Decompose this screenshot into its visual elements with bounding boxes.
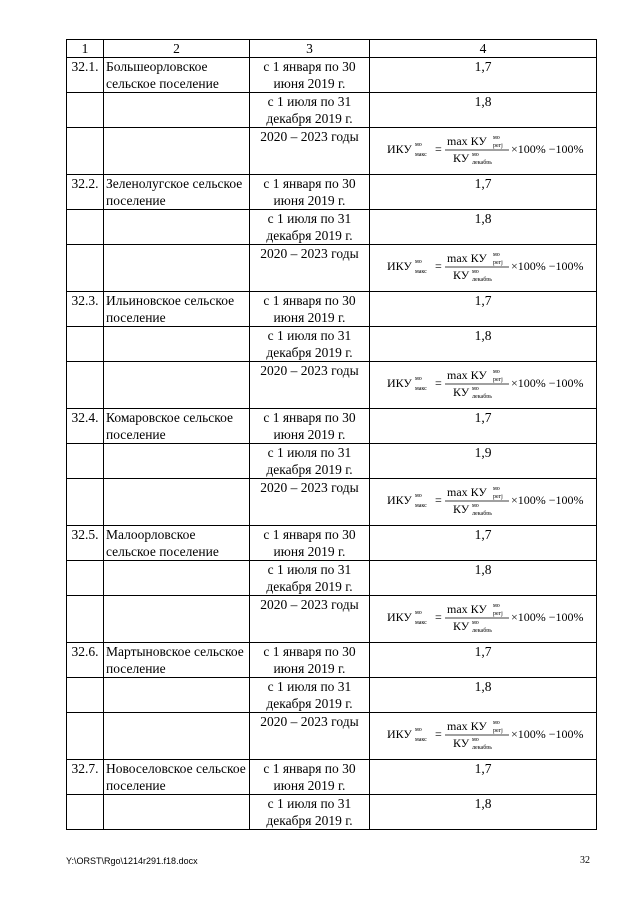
period-cell: с 1 января по 30 июня 2019 г. <box>250 58 370 93</box>
tariff-table <box>66 39 597 830</box>
period-cell: с 1 июля по 31 декабря 2019 г. <box>250 210 370 245</box>
formula-cell <box>370 596 597 643</box>
formula-eq: = <box>435 142 442 156</box>
period-cell: 2020 – 2023 годы <box>250 596 370 643</box>
formula-tail: ×100% −100% <box>511 142 584 156</box>
formula-lhs-sub: макс <box>415 620 427 626</box>
settlement-name <box>104 210 250 245</box>
formula-num-sup: мо <box>493 603 500 609</box>
row-number: 32.5. <box>67 526 104 561</box>
formula-denominator: КУ <box>453 268 470 281</box>
table-row <box>67 713 597 760</box>
index-value: 1,8 <box>370 210 597 245</box>
formula-eq: = <box>435 727 442 741</box>
formula-den-sup: мо <box>472 152 479 158</box>
settlement-name <box>104 93 250 128</box>
index-value: 1,7 <box>370 526 597 561</box>
header-col-2: 2 <box>104 40 250 58</box>
settlement-name: Большеорловское сельское поселение <box>104 58 250 93</box>
index-formula <box>385 251 585 281</box>
index-formula <box>385 719 585 749</box>
period-cell: с 1 января по 30 июня 2019 г. <box>250 760 370 795</box>
row-number <box>67 210 104 245</box>
formula-cell <box>370 362 597 409</box>
row-number: 32.1. <box>67 58 104 93</box>
formula-eq: = <box>435 376 442 390</box>
formula-den-sup: мо <box>472 386 479 392</box>
index-value: 1,8 <box>370 678 597 713</box>
formula-num-sub: регj <box>493 143 503 149</box>
row-number <box>67 444 104 479</box>
settlement-name <box>104 245 250 292</box>
table-row <box>67 795 597 830</box>
index-value: 1,7 <box>370 409 597 444</box>
footer-file-path: Y:\ORST\Rgo\1214r291.f18.docx <box>66 856 198 866</box>
settlement-name <box>104 561 250 596</box>
formula-lhs-sub: макс <box>415 737 427 743</box>
row-number <box>67 327 104 362</box>
settlement-name <box>104 444 250 479</box>
formula-lhs-sup: мо <box>415 610 422 616</box>
row-number: 32.7. <box>67 760 104 795</box>
header-col-4: 4 <box>370 40 597 58</box>
table-row <box>67 245 597 292</box>
period-cell: с 1 июля по 31 декабря 2019 г. <box>250 678 370 713</box>
index-value: 1,8 <box>370 795 597 830</box>
period-cell: с 1 января по 30 июня 2019 г. <box>250 292 370 327</box>
formula-den-sub: декабрь <box>472 511 492 515</box>
footer-page-number: 32 <box>580 855 590 866</box>
formula-lhs-sub: макс <box>415 386 427 392</box>
formula-denominator: КУ <box>453 736 470 749</box>
formula-den-sub: декабрь <box>472 160 492 164</box>
formula-num-sub: регj <box>493 728 503 734</box>
settlement-name <box>104 479 250 526</box>
row-number <box>67 479 104 526</box>
settlement-name: Новоселовское сельское поселение <box>104 760 250 795</box>
formula-num-sup: мо <box>493 135 500 141</box>
table-row <box>67 561 597 596</box>
formula-eq: = <box>435 259 442 273</box>
formula-eq: = <box>435 493 442 507</box>
period-cell: 2020 – 2023 годы <box>250 362 370 409</box>
settlement-name <box>104 128 250 175</box>
index-formula <box>385 134 585 164</box>
period-cell: с 1 января по 30 июня 2019 г. <box>250 643 370 678</box>
formula-num-sup: мо <box>493 252 500 258</box>
table-row <box>67 175 597 210</box>
row-number <box>67 245 104 292</box>
formula-den-sup: мо <box>472 620 479 626</box>
formula-lhs-sup: мо <box>415 259 422 265</box>
settlement-name <box>104 362 250 409</box>
row-number <box>67 713 104 760</box>
formula-numerator: max КУ <box>447 368 487 382</box>
formula-den-sup: мо <box>472 503 479 509</box>
period-cell: с 1 июля по 31 декабря 2019 г. <box>250 327 370 362</box>
formula-cell <box>370 245 597 292</box>
row-number: 32.6. <box>67 643 104 678</box>
index-value: 1,9 <box>370 444 597 479</box>
formula-lhs-sup: мо <box>415 493 422 499</box>
formula-num-sub: регj <box>493 377 503 383</box>
index-value: 1,7 <box>370 58 597 93</box>
table-row <box>67 93 597 128</box>
formula-lhs-sup: мо <box>415 142 422 148</box>
formula-num-sup: мо <box>493 369 500 375</box>
index-value: 1,7 <box>370 643 597 678</box>
formula-num-sub: регj <box>493 494 503 500</box>
formula-tail: ×100% −100% <box>511 376 584 390</box>
formula-den-sup: мо <box>472 737 479 743</box>
formula-num-sub: регj <box>493 260 503 266</box>
period-cell: 2020 – 2023 годы <box>250 245 370 292</box>
row-number <box>67 678 104 713</box>
header-col-3: 3 <box>250 40 370 58</box>
period-cell: 2020 – 2023 годы <box>250 713 370 760</box>
table-row <box>67 128 597 175</box>
row-number: 32.3. <box>67 292 104 327</box>
table-row <box>67 760 597 795</box>
period-cell: 2020 – 2023 годы <box>250 128 370 175</box>
formula-numerator: max КУ <box>447 485 487 499</box>
period-cell: с 1 января по 30 июня 2019 г. <box>250 175 370 210</box>
settlement-name <box>104 713 250 760</box>
formula-den-sub: декабрь <box>472 745 492 749</box>
header-col-1: 1 <box>67 40 104 58</box>
table-row <box>67 409 597 444</box>
row-number <box>67 795 104 830</box>
formula-numerator: max КУ <box>447 719 487 733</box>
table-row <box>67 58 597 93</box>
table-row <box>67 678 597 713</box>
table-row <box>67 526 597 561</box>
period-cell: 2020 – 2023 годы <box>250 479 370 526</box>
settlement-name <box>104 327 250 362</box>
formula-den-sub: декабрь <box>472 628 492 632</box>
row-number: 32.4. <box>67 409 104 444</box>
table-row <box>67 643 597 678</box>
formula-denominator: КУ <box>453 502 470 515</box>
formula-lhs: ИКУ <box>387 610 412 624</box>
index-formula <box>385 602 585 632</box>
table-row <box>67 210 597 245</box>
formula-cell <box>370 713 597 760</box>
table-header-row <box>67 40 597 58</box>
row-number: 32.2. <box>67 175 104 210</box>
index-value: 1,8 <box>370 93 597 128</box>
formula-den-sup: мо <box>472 269 479 275</box>
index-value: 1,7 <box>370 292 597 327</box>
formula-lhs-sub: макс <box>415 269 427 275</box>
table-row <box>67 479 597 526</box>
table-row <box>67 444 597 479</box>
formula-tail: ×100% −100% <box>511 727 584 741</box>
formula-cell <box>370 479 597 526</box>
formula-lhs: ИКУ <box>387 376 412 390</box>
formula-lhs-sup: мо <box>415 727 422 733</box>
index-value: 1,8 <box>370 327 597 362</box>
formula-lhs-sup: мо <box>415 376 422 382</box>
formula-lhs: ИКУ <box>387 493 412 507</box>
index-value: 1,7 <box>370 760 597 795</box>
settlement-name <box>104 795 250 830</box>
period-cell: с 1 января по 30 июня 2019 г. <box>250 526 370 561</box>
table-row <box>67 292 597 327</box>
formula-den-sub: декабрь <box>472 394 492 398</box>
settlement-name: Комаровское сельское поселение <box>104 409 250 444</box>
period-cell: с 1 июля по 31 декабря 2019 г. <box>250 795 370 830</box>
index-value: 1,8 <box>370 561 597 596</box>
row-number <box>67 596 104 643</box>
formula-den-sub: декабрь <box>472 277 492 281</box>
index-value: 1,7 <box>370 175 597 210</box>
formula-tail: ×100% −100% <box>511 259 584 273</box>
formula-lhs: ИКУ <box>387 727 412 741</box>
period-cell: с 1 июля по 31 декабря 2019 г. <box>250 561 370 596</box>
row-number <box>67 93 104 128</box>
formula-lhs: ИКУ <box>387 142 412 156</box>
row-number <box>67 561 104 596</box>
settlement-name <box>104 596 250 643</box>
formula-tail: ×100% −100% <box>511 493 584 507</box>
formula-num-sup: мо <box>493 486 500 492</box>
formula-numerator: max КУ <box>447 251 487 265</box>
table-row <box>67 596 597 643</box>
formula-denominator: КУ <box>453 619 470 632</box>
formula-numerator: max КУ <box>447 134 487 148</box>
formula-cell <box>370 128 597 175</box>
settlement-name: Ильиновское сельское поселение <box>104 292 250 327</box>
row-number <box>67 362 104 409</box>
period-cell: с 1 июля по 31 декабря 2019 г. <box>250 93 370 128</box>
settlement-name: Мартыновское сельское поселение <box>104 643 250 678</box>
formula-tail: ×100% −100% <box>511 610 584 624</box>
formula-denominator: КУ <box>453 151 470 164</box>
formula-numerator: max КУ <box>447 602 487 616</box>
index-formula <box>385 485 585 515</box>
formula-lhs-sub: макс <box>415 503 427 509</box>
formula-denominator: КУ <box>453 385 470 398</box>
settlement-name: Зеленолугское сельское поселение <box>104 175 250 210</box>
settlement-name <box>104 678 250 713</box>
formula-eq: = <box>435 610 442 624</box>
index-formula <box>385 368 585 398</box>
table-row <box>67 362 597 409</box>
row-number <box>67 128 104 175</box>
table-row <box>67 327 597 362</box>
period-cell: с 1 июля по 31 декабря 2019 г. <box>250 444 370 479</box>
formula-num-sup: мо <box>493 720 500 726</box>
period-cell: с 1 января по 30 июня 2019 г. <box>250 409 370 444</box>
formula-lhs: ИКУ <box>387 259 412 273</box>
formula-num-sub: регj <box>493 611 503 617</box>
formula-lhs-sub: макс <box>415 152 427 158</box>
settlement-name: Малоорловское сельское поселение <box>104 526 250 561</box>
